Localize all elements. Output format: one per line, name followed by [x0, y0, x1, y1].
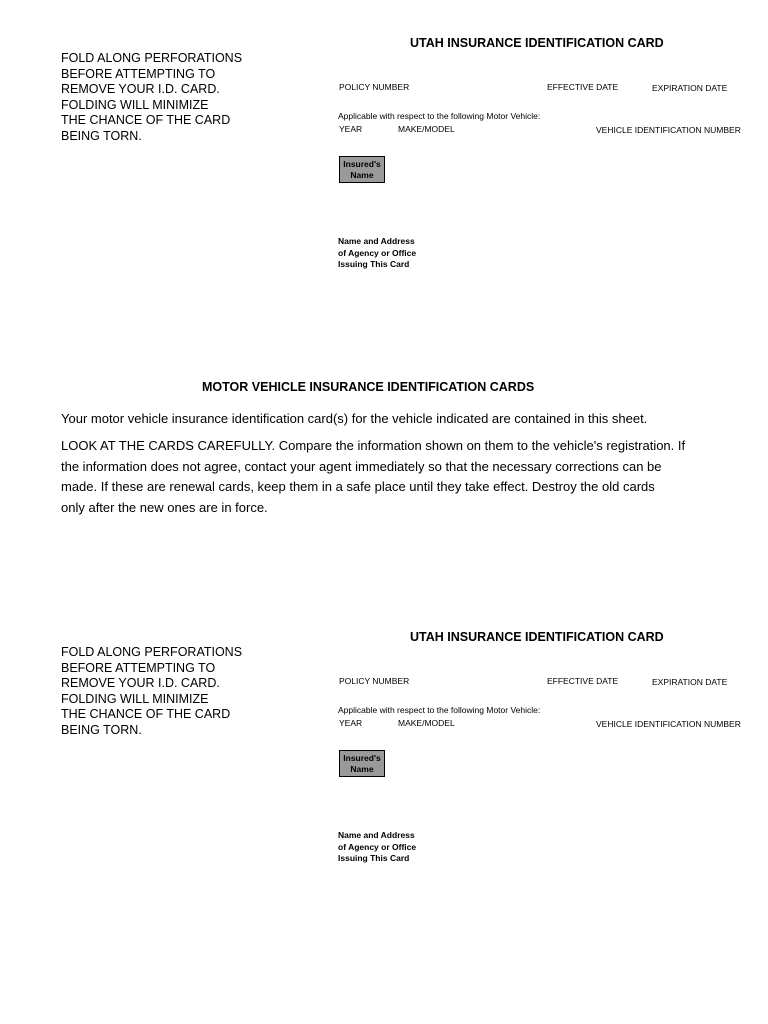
make-model-label: MAKE/MODEL	[398, 124, 455, 134]
fold-line: BEFORE ATTEMPTING TO	[61, 660, 216, 675]
fold-line: REMOVE YOUR I.D. CARD.	[61, 676, 220, 690]
fold-line: FOLDING WILL MINIMIZE	[61, 97, 209, 112]
id-card-bottom	[0, 628, 768, 888]
instructions-paragraph-2	[61, 436, 721, 518]
policy-number-label: POLICY NUMBER	[339, 676, 410, 686]
insured-name-line: Name	[350, 169, 374, 180]
agency-line: of Agency or Office	[338, 247, 417, 258]
fold-instructions	[61, 645, 261, 738]
paragraph-line: made. If these are renewal cards, keep them in a safe place until they take effect. Destroy the old cards	[61, 479, 655, 494]
agency-line: of Agency or Office	[338, 841, 417, 852]
fold-line: FOLD ALONG PERFORATIONS	[61, 51, 243, 65]
paragraph-line: only after the new ones are in force.	[61, 499, 268, 515]
expiration-date-label: EXPIRATION DATE	[652, 83, 728, 93]
agency-line: Name and Address	[338, 830, 415, 840]
make-model-label: MAKE/MODEL	[398, 718, 455, 728]
agency-line: Issuing This Card	[338, 853, 410, 863]
effective-date-label: EFFECTIVE DATE	[547, 676, 619, 686]
effective-date-label: EFFECTIVE DATE	[547, 82, 619, 92]
insured-name-line: Insured's	[343, 158, 381, 169]
insured-name-line: Insured's	[343, 752, 381, 763]
instructions-title: MOTOR VEHICLE INSURANCE IDENTIFICATION CARDS	[202, 380, 535, 394]
vin-label: VEHICLE IDENTIFICATION NUMBER	[596, 719, 741, 729]
agency-label	[338, 236, 416, 271]
applicable-vehicle-text: Applicable with respect to the following Motor Vehicle:	[338, 111, 541, 121]
card-title: UTAH INSURANCE IDENTIFICATION CARD	[410, 36, 664, 50]
agency-label	[338, 830, 416, 865]
fold-line: FOLDING WILL MINIMIZE	[61, 691, 209, 706]
fold-line: FOLD ALONG PERFORATIONS	[61, 645, 243, 659]
insured-name-line: Name	[350, 763, 374, 774]
fold-line: BEFORE ATTEMPTING TO	[61, 66, 216, 81]
agency-line: Name and Address	[338, 236, 415, 246]
instructions-paragraph-1: Your motor vehicle insurance identification card(s) for the vehicle indicated are contained in this sheet.	[61, 411, 648, 426]
id-card-top	[0, 34, 768, 294]
fold-line: THE CHANCE OF THE CARD	[61, 707, 231, 721]
applicable-vehicle-text: Applicable with respect to the following Motor Vehicle:	[338, 705, 541, 715]
expiration-date-label: EXPIRATION DATE	[652, 677, 728, 687]
year-label: YEAR	[339, 124, 363, 134]
insured-name-box	[339, 750, 385, 777]
insured-name-box	[339, 156, 385, 183]
policy-number-label: POLICY NUMBER	[339, 82, 410, 92]
year-label: YEAR	[339, 718, 363, 728]
paragraph-line: the information does not agree, contact your agent immediately so that the necessary corrections can be	[61, 458, 662, 474]
card-title: UTAH INSURANCE IDENTIFICATION CARD	[410, 630, 664, 644]
agency-line: Issuing This Card	[338, 259, 410, 269]
fold-line: THE CHANCE OF THE CARD	[61, 113, 231, 127]
fold-line: BEING TORN.	[61, 722, 142, 737]
fold-line: BEING TORN.	[61, 128, 142, 143]
paragraph-line: LOOK AT THE CARDS CAREFULLY. Compare the information shown on them to the vehicle's registration. If	[61, 438, 686, 453]
fold-instructions	[61, 51, 261, 144]
fold-line: REMOVE YOUR I.D. CARD.	[61, 82, 220, 96]
vin-label: VEHICLE IDENTIFICATION NUMBER	[596, 125, 741, 135]
